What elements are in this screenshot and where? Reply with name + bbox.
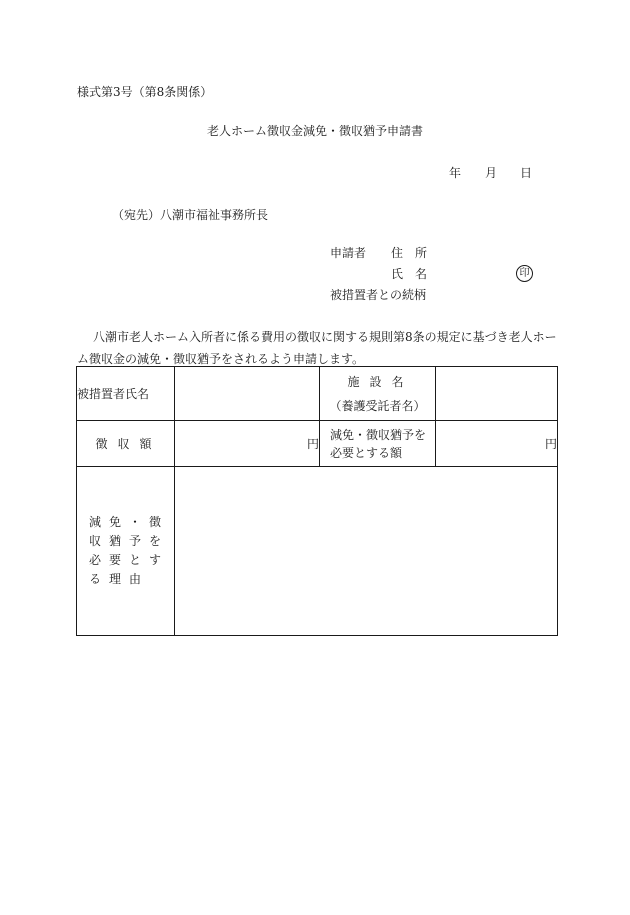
facility-sub-label: （養護受託者名） [329,398,426,413]
person-name-label: 被措置者氏名 [77,386,150,401]
facility-name-field[interactable] [436,367,558,421]
amount-yen-unit: 円 [306,437,319,451]
applicant-label: 申請者 [330,246,367,260]
addressee: （宛先）八潮市福祉事務所長 [112,208,269,222]
form-number: 様式第3号（第8条関係） [77,85,213,99]
reason-label: 減免・徴収猶予を必要とする理由 [89,515,170,586]
relation-label: 被措置者との続柄 [330,288,427,302]
amount-field[interactable] [175,421,320,467]
seal-mark: 印 [516,265,533,282]
application-statement: 八潮市老人ホーム入所者に係る費用の徴収に関する規則第8条の規定に基づき老人ホーム徴収金の減免・徴収猶予をされるよう申請します。 [77,330,557,366]
date-day-label: 日 [520,166,533,180]
date-year-label: 年 [449,166,462,180]
reason-field[interactable] [175,467,558,636]
name-label: 氏名 [391,267,440,281]
person-name-label-cell [77,367,175,421]
application-table [76,366,558,636]
required-amount-label: 減免・徴収猶予を必要とする額 [330,427,427,460]
address-label: 住所 [391,246,440,260]
required-amount-yen-unit: 円 [544,437,557,451]
person-name-field[interactable] [175,367,320,421]
amount-label: 徴収額 [95,436,162,451]
reason-label-cell [77,467,175,636]
document-title: 老人ホーム徴収金減免・徴収猶予申請書 [206,124,423,138]
amount-label-cell [77,421,175,467]
date-month-label: 月 [485,166,498,180]
facility-label-cell [320,367,436,421]
required-amount-field[interactable] [436,421,558,467]
facility-label: 施設名 [347,374,414,389]
required-amount-label-cell [320,421,436,467]
